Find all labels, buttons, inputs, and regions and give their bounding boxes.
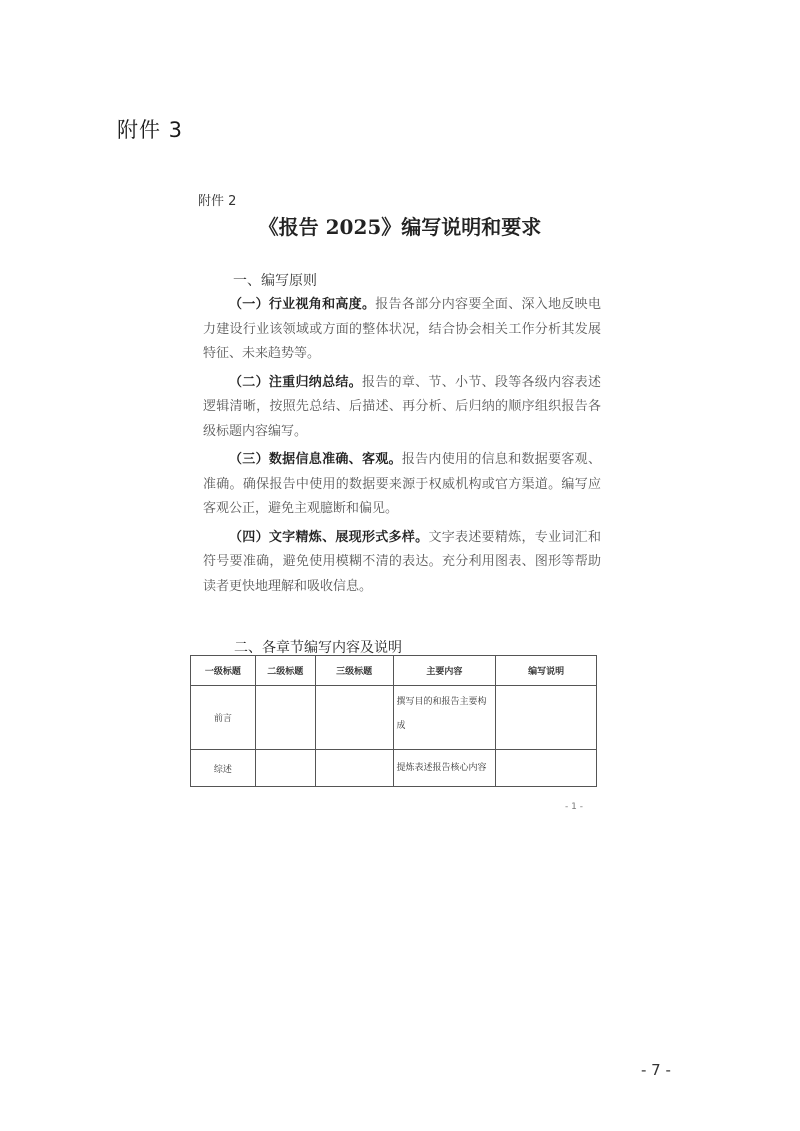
table-row xyxy=(191,686,597,750)
principle-title: （二）注重归纳总结。 xyxy=(229,374,362,390)
principle-text: 文字表述要精炼，专业词汇和符号要准确，避免使用模糊不清的表达。充分利用图表、图形等帮助读者更快地理解和吸收信息。 xyxy=(203,529,601,594)
section-1-heading: 一、编写原则 xyxy=(233,273,317,289)
principle-paragraph xyxy=(203,293,601,367)
table-cell xyxy=(315,686,393,750)
table-cell xyxy=(496,750,597,787)
table-header-cell: 主要内容 xyxy=(393,656,496,686)
inner-page-number: - 1 - xyxy=(565,802,583,812)
page-number: - 7 - xyxy=(641,1061,671,1079)
section-2-heading: 二、各章节编写内容及说明 xyxy=(234,640,402,656)
principle-paragraph xyxy=(203,371,601,445)
table-header-cell: 编写说明 xyxy=(496,656,597,686)
table-header-cell: 二级标题 xyxy=(255,656,315,686)
table-cell xyxy=(496,686,597,750)
table-header-cell: 一级标题 xyxy=(191,656,256,686)
attachment-label-outer: 附件 3 xyxy=(117,118,184,142)
table-cell xyxy=(255,750,315,787)
attachment-label-inner: 附件 2 xyxy=(198,194,237,209)
table-cell xyxy=(315,750,393,787)
table-row xyxy=(191,750,597,787)
principle-title: （一）行业视角和高度。 xyxy=(229,297,376,312)
principle-text: 报告的章、节、小节、段等各级内容表述逻辑清晰，按照先总结、后描述、再分析、后归纳的顺序组织报告各级标题内容编写。 xyxy=(203,374,601,439)
principle-text: 报告内使用的信息和数据要客观、准确。确保报告中使用的数据要来源于权威机构或官方渠道。编写应客观公正，避免主观臆断和偏见。 xyxy=(203,452,601,516)
table-cell xyxy=(255,686,315,750)
principle-paragraph xyxy=(203,448,601,522)
principles-list xyxy=(203,293,601,603)
principle-title: （三）数据信息准确、客观。 xyxy=(229,452,402,467)
principle-text: 报告各部分内容要全面、深入地反映电力建设行业该领域或方面的整体状况，结合协会相关工作分析其发展特征、未来趋势等。 xyxy=(203,297,601,361)
table-header-row xyxy=(191,656,597,686)
table-cell: 撰写目的和报告主要构成 xyxy=(393,686,496,750)
table-cell: 前言 xyxy=(191,686,256,750)
document-title: 《报告 2025》编写说明和要求 xyxy=(258,215,542,239)
principle-paragraph xyxy=(203,526,601,600)
table-header-cell: 三级标题 xyxy=(315,656,393,686)
table-cell: 提炼表述报告核心内容 xyxy=(393,750,496,787)
table-cell: 综述 xyxy=(191,750,256,787)
principle-title: （四）文字精炼、展现形式多样。 xyxy=(229,529,429,545)
sections-table xyxy=(190,655,597,787)
